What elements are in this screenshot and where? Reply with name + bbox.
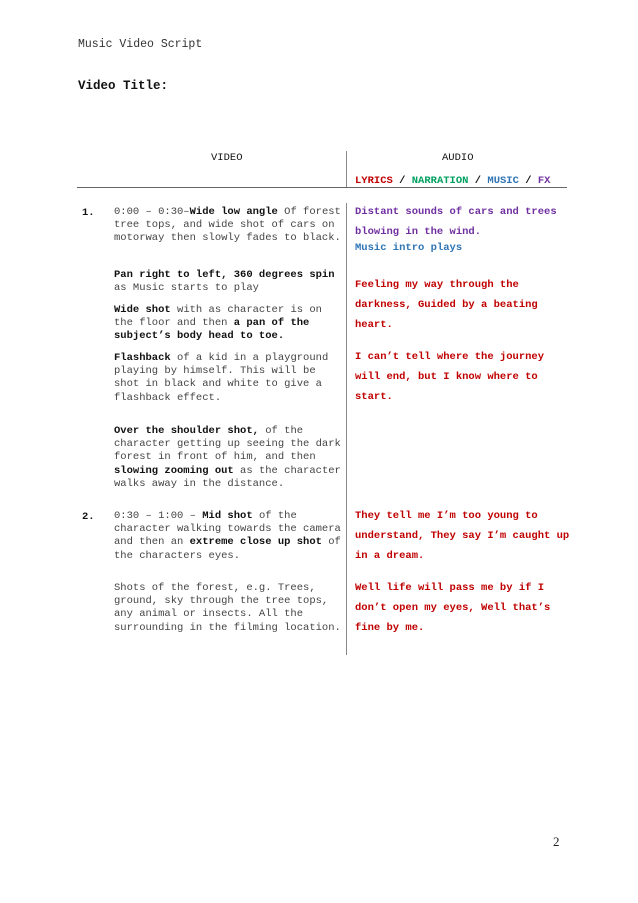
shot-type-emphasis: Wide low angle [189,206,278,218]
video-title-label: Video Title: [78,79,169,93]
legend-separator: / [399,175,406,187]
direction-text: Shots of the forest, e.g. Trees, ground, sky through the tree tops, any animal or insects. All the surrounding in the filming location. [114,582,341,634]
document-header: Music Video Script [78,38,203,51]
audio-lyrics-cue: Well life will pass me by if I don’t open my eyes, Well that’s fine by me. [355,582,551,634]
direction-text: of the character walking towards the camera and then an [114,510,341,549]
legend-separator: / [525,175,532,187]
audio-music-cue: Music intro plays [355,242,463,254]
shot-type-emphasis: Flashback [114,352,171,364]
video-direction [114,582,344,635]
table-header-divider [77,187,567,188]
video-direction [114,510,344,563]
row-number: 1. [82,207,95,219]
direction-text: 0:30 – 1:00 – [114,510,203,522]
audio-column-heading: AUDIO [442,152,474,164]
direction-text: as Music starts to play [114,282,259,295]
direction-text: as the character walks away in the distance. [114,464,341,490]
legend-separator: / [474,175,482,187]
audio-lyrics-cue: They tell me I’m too young to understand, They say I’m caught up in a dream. [355,510,570,562]
legend-lyrics: LYRICS [355,175,393,187]
audio-lyrics-cue: Feeling my way through the darkness, Guided by a beating heart. [355,279,538,331]
video-direction [114,206,344,246]
page-number: 2 [553,834,560,849]
direction-text: of a kid in a playground playing by himself. This will be shot in black and white to give a flashback effect. [114,352,329,404]
row-number: 2. [82,511,95,523]
shot-type-emphasis: Pan right to left, 360 degrees spin [114,269,335,281]
shot-type-emphasis: slowing zooming out [114,464,234,477]
column-divider [346,203,347,655]
direction-text: Of forest tree tops, and wide shot of cars on motorway then slowly fades to black. [114,206,341,245]
audio-legend [355,175,550,187]
shot-type-emphasis: a pan of the subject’s body head to toe. [114,317,310,343]
legend-fx: FX [537,175,551,187]
legend-music: MUSIC [487,175,519,187]
shot-type-emphasis: extreme close up shot [189,536,322,549]
shot-type-emphasis: Mid shot [202,510,253,522]
video-direction [114,304,344,344]
video-column-heading: VIDEO [211,152,243,164]
video-direction [114,269,344,295]
direction-text: with as character is on the floor and then [114,304,322,330]
audio-lyrics-cue: I can’t tell where the journey will end, but I know where to start. [355,351,545,403]
shot-type-emphasis: Wide shot [114,304,171,316]
video-direction [114,352,344,405]
direction-text: 0:00 – 0:30– [114,206,190,218]
legend-narration: NARRATION [411,175,469,187]
shot-type-emphasis: Over the shoulder shot, [114,425,259,437]
direction-text: of the character getting up seeing the dark forest in front of him, and then [114,425,341,464]
video-direction [114,425,344,491]
direction-text: of the characters eyes. [114,536,341,562]
column-divider [346,151,347,187]
audio-fx-cue: Distant sounds of cars and trees blowing in the wind. [355,206,557,238]
